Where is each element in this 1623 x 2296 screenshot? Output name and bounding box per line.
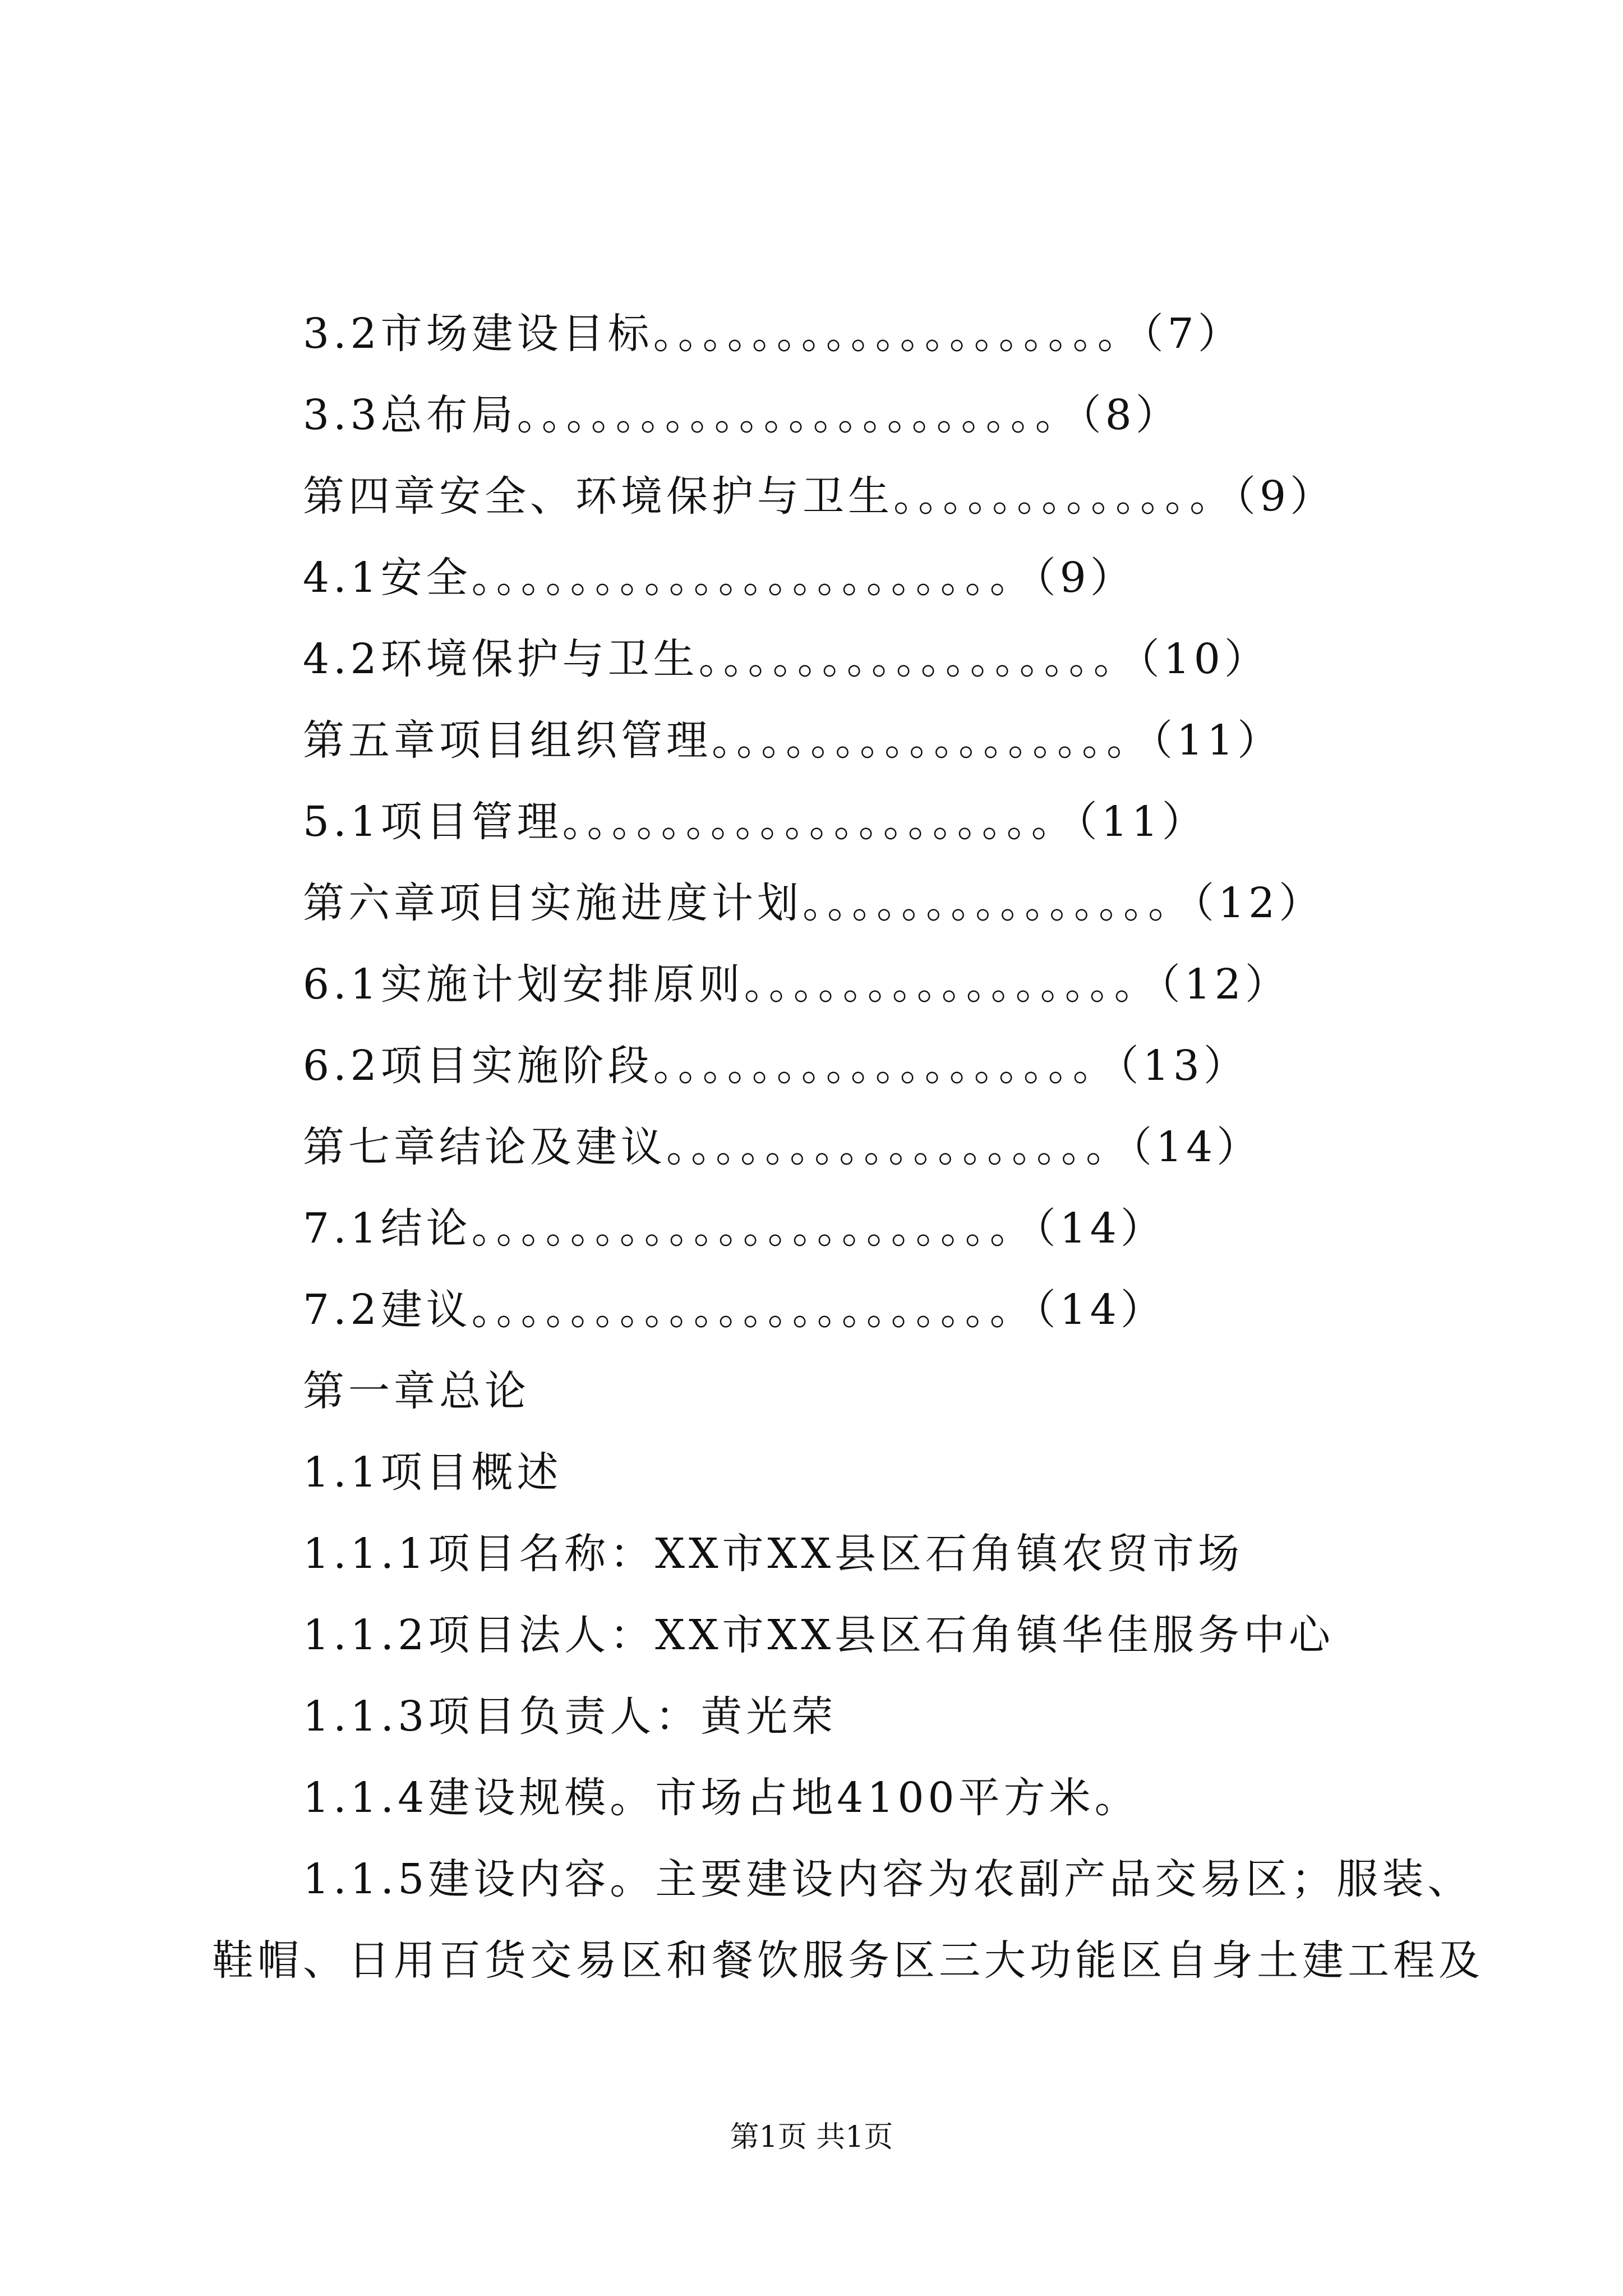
toc-entry-6-1: 6.1实施计划安排原则。。。。。。。。。。。。。。。。（12）: [303, 960, 1290, 1009]
construction-content-line-2: 鞋帽、日用百货交易区和餐饮服务区三大功能区自身土建工程及: [212, 1936, 1484, 1985]
page-footer: 第1页 共1页: [730, 2120, 893, 2154]
toc-entry-5-1: 5.1项目管理。。。。。。。。。。。。。。。。。。。。（11）: [303, 798, 1207, 846]
toc-entry-6-2: 6.2项目实施阶段。。。。。。。。。。。。。。。。。。（13）: [303, 1042, 1249, 1090]
toc-entry-4-1: 4.1安全。。。。。。。。。。。。。。。。。。。。。。（9）: [303, 554, 1136, 602]
toc-entry-7-1: 7.1结论。。。。。。。。。。。。。。。。。。。。。。（14）: [303, 1204, 1166, 1253]
toc-entry-3-2: 3.2市场建设目标。。。。。。。。。。。。。。。。。。。（7）: [303, 310, 1243, 358]
toc-entry-3-3: 3.3总布局。。。。。。。。。。。。。。。。。。。。。。（8）: [303, 391, 1181, 439]
project-name-line: 1.1.1项目名称：XX市XX县区石角镇农贸市场: [303, 1530, 1244, 1578]
toc-entry-chapter-6: 第六章项目实施进度计划。。。。。。。。。。。。。。。（12）: [303, 879, 1325, 927]
project-leader-line: 1.1.3项目负责人：黄光荣: [303, 1692, 837, 1741]
toc-entry-chapter-7: 第七章结论及建议。。。。。。。。。。。。。。。。。。（14）: [303, 1123, 1262, 1171]
toc-entry-4-2: 4.2环境保护与卫生。。。。。。。。。。。。。。。。。（10）: [303, 635, 1270, 683]
toc-entry-chapter-4: 第四章安全、环境保护与卫生。。。。。。。。。。。。。（9）: [303, 472, 1336, 521]
construction-scale-line: 1.1.4建设规模。市场占地4100平方米。: [303, 1774, 1140, 1822]
construction-content-line-1: 1.1.5建设内容。主要建设内容为农副产品交易区；服装、: [303, 1855, 1473, 1903]
toc-entry-chapter-5: 第五章项目组织管理。。。。。。。。。。。。。。。。。（11）: [303, 716, 1283, 765]
chapter-heading: 第一章总论: [303, 1367, 530, 1415]
toc-entry-7-2: 7.2建议。。。。。。。。。。。。。。。。。。。。。。（14）: [303, 1286, 1166, 1334]
section-heading: 1.1项目概述: [303, 1448, 562, 1497]
project-legal-person-line: 1.1.2项目法人：XX市XX县区石角镇华佳服务中心: [303, 1611, 1335, 1659]
